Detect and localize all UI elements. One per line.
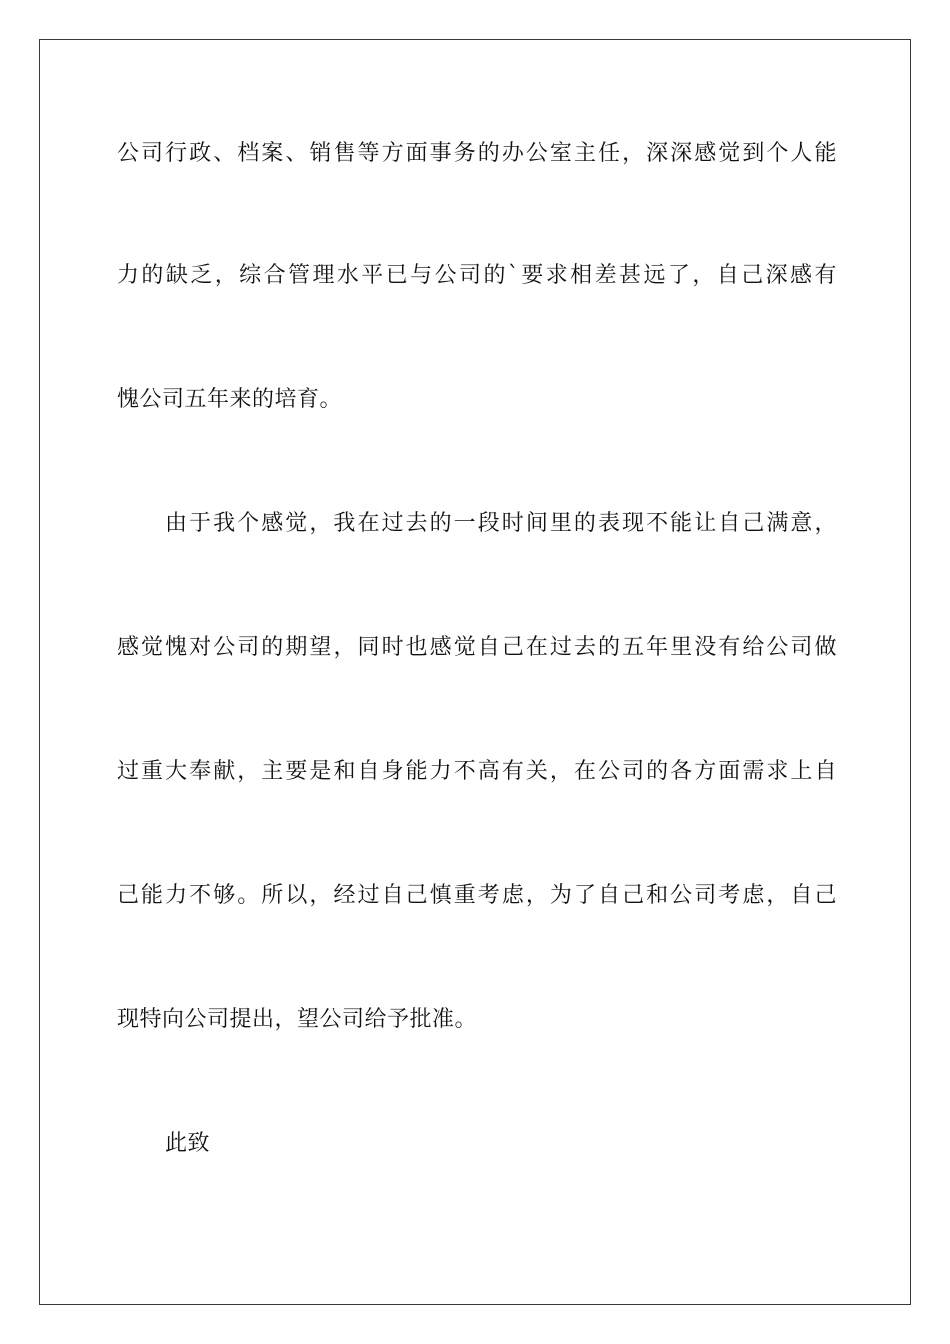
paragraph-1-line-3: 愧公司五年来的培育。 bbox=[117, 387, 343, 412]
closing-salutation: 此致 bbox=[165, 1131, 211, 1156]
paragraph-2-line-5: 现特向公司提出，望公司给予批准。 bbox=[117, 1007, 478, 1032]
paragraph-1-line-1: 公司行政、档案、销售等方面事务的办公室主任，深深感觉到个人能 bbox=[117, 141, 837, 166]
paragraph-2-line-4: 己能力不够。所以，经过自己慎重考虑，为了自己和公司考虑，自己 bbox=[117, 883, 837, 908]
page-frame bbox=[39, 39, 911, 1305]
paragraph-2-line-2: 感觉愧对公司的期望，同时也感觉自己在过去的五年里没有给公司做 bbox=[117, 635, 837, 660]
paragraph-2-line-3: 过重大奉献，主要是和自身能力不高有关，在公司的各方面需求上自 bbox=[117, 759, 837, 784]
paragraph-1-line-2: 力的缺乏，综合管理水平已与公司的`要求相差甚远了，自己深感有 bbox=[117, 263, 837, 288]
paragraph-2-line-1: 由于我个感觉，我在过去的一段时间里的表现不能让自己满意， bbox=[165, 511, 837, 536]
